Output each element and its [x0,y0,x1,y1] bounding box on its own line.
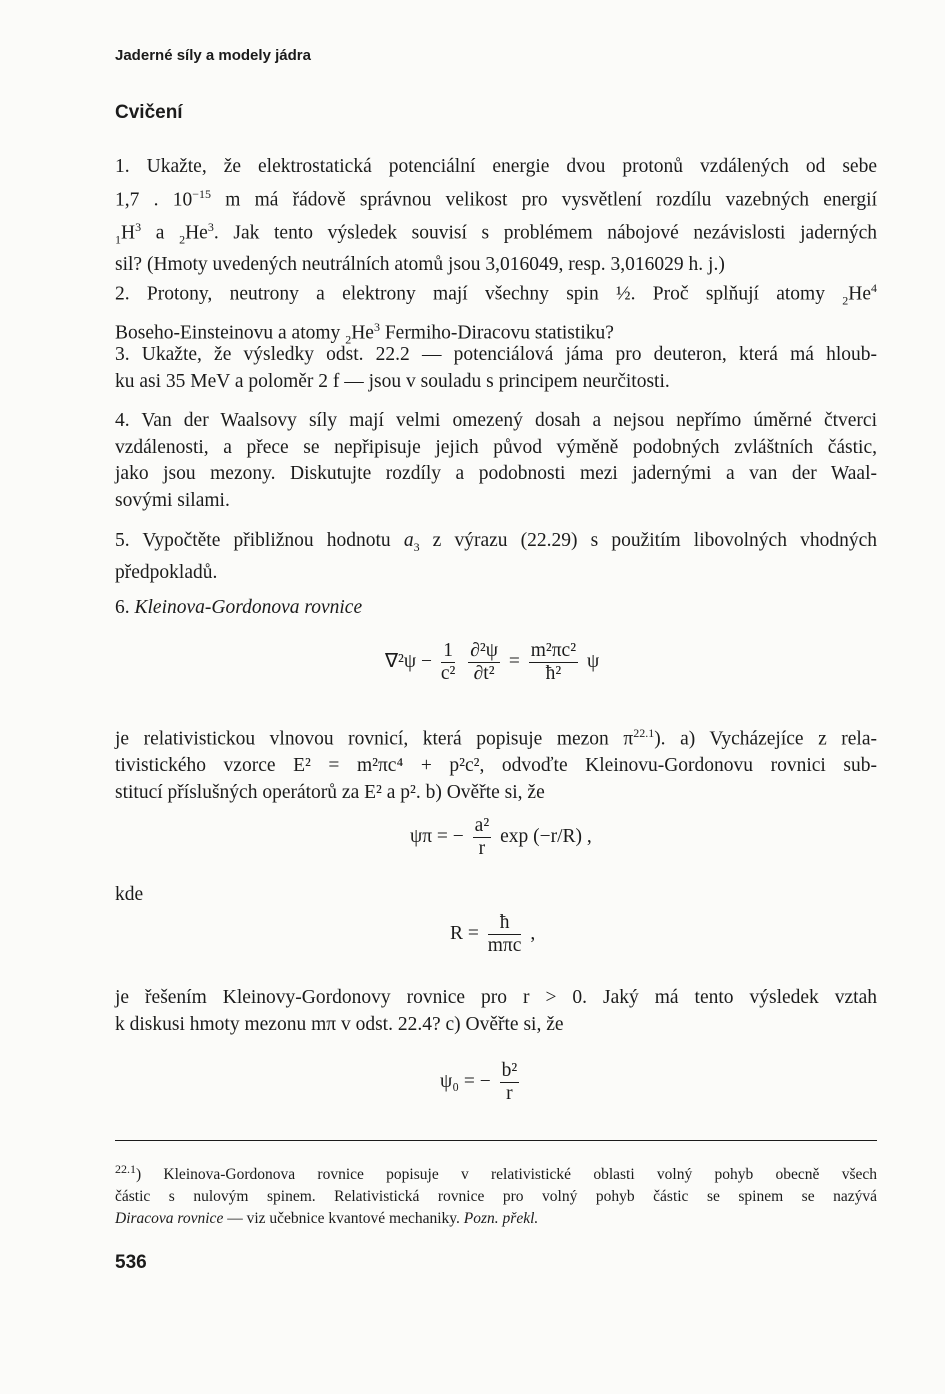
exercise-6-title: Kleinova-Gordonova rovnice [134,597,363,618]
exercise-1-line-2: 1,7 . $10^{-15}$ m má řádově správnou velikost pro vysvětlení rozdílu vazebných energií [115,186,877,210]
exercise-5 [115,528,877,587]
footnote-line-1: $^{22.1}$) Kleinova-Gordonova rovnice popisuje v relativistické oblasti volný pohyb obecně všech [115,1162,877,1184]
kde-label: kde [115,884,144,905]
exercise-1-line-4: sil? (Hmoty uvedených neutrálních atomů jsou 3,016049, resp. 3,016029 h. j.) [115,254,725,276]
exercise-3-line-2: ku asi 35 MeV a poloměr 2 f — jsou v souladu s principem neurčitosti. [115,370,670,392]
psi-pi-equation: ψπ = − $\frac{\text{a²}}{r}$ exp (−r/R) , [410,815,592,859]
exercise-6-paragraph-1 [115,720,877,806]
running-title: Jaderné síly a modely jádra [115,47,311,64]
exercise-2-line-1: 2. Protony, neutrony a elektrony mají všechny spin ½. Proč splňují atomy $_2He^4$ [115,281,877,308]
exercise-6-p2-line-2: k diskusi hmoty mezonu mπ v odst. 22.4? c) Ověřte si, že [115,1013,564,1035]
exercise-3-line-1: 3. Ukažte, že výsledky odst. 22.2 — potenciálová jáma pro deuteron, která má hloub- [115,344,877,365]
klein-gordon-equation: ∇²ψ − $\frac{1}{\text{c²}}$ $\frac{\text{∂²ψ}}{\text{∂t²}}$ = $\frac{\text{m²πc²}}{\text{ħ²}}$ ψ [385,640,600,684]
footnote-line-2: částic s nulovým spinem. Relativistická rovnice pro volný pohyb částic se spinem se nazývá [115,1188,877,1206]
exercise-6-heading: 6. Kleinova-Gordonova rovnice [115,597,363,618]
exercise-4 [115,408,877,514]
footnote [115,1158,877,1230]
exercise-4-line-4: sovými silami. [115,489,230,511]
exercise-5-line-2: předpokladů. [115,562,218,584]
exercise-1 [115,154,877,279]
exercise-4-line-3: jako jsou mezony. Diskutujte rozdíly a podobnosti mezi jadernými a van der Waal- [115,463,877,484]
exercise-5-line-1: 5. Vypočtěte přibližnou hodnotu $a_3$ z výrazu (22.29) s použitím libovolných vhodných [115,530,877,554]
exercise-6-p2-line-1: je řešením Kleinovy-Gordonovy rovnice pro r > 0. Jaký má tento výsledek vztah [115,987,877,1008]
exercise-6-p1-line-1: je relativistickou vlnovou rovnicí, která popisuje mezon $\pi^{22.1}$). a) Vycházejíce z rela- [115,726,877,750]
exercise-3 [115,342,877,395]
exercise-6-p1-line-3: stitucí příslušných operátorů za E² a p². b) Ověřte si, že [115,781,545,803]
exercise-6-paragraph-2 [115,985,877,1038]
exercise-4-line-2: vzdálenosti, a přece se nepřipisuje jejich původ výměně podobných zvláštních částic, [115,436,877,458]
exercise-2-line-2: Boseho-Einsteinovu a atomy $_2He^3$ Fermiho-Diracovu statistiku? [115,319,614,347]
page-number: 536 [115,1252,147,1273]
psi-zero-equation: ψ₀ = − $\frac{\text{b²}}{r}$ [440,1060,518,1104]
exercise-4-line-1: 4. Van der Waalsovy síly mají velmi omezený dosah a nejsou nepřímo úměrné čtverci [115,410,877,431]
footnote-line-3: Diracova rovnice — viz učebnice kvantové mechaniky. Pozn. překl. [115,1210,539,1228]
section-title: Cvičení [115,102,183,123]
exercise-6-p1-line-2: tivistického vzorce E² = m²πc⁴ + p²c², odvoďte Kleinovu-Gordonovu rovnici sub- [115,755,877,776]
exercise-1-line-3: $_1H^3$ a $_2He^3$. Jak tento výsledek souvisí s problémem nábojové nezávislosti jaderných [115,219,877,246]
exercise-1-line-1: 1. Ukažte, že elektrostatická potenciální energie dvou protonů vzdálených od sebe [115,156,877,177]
footnote-divider [115,1140,877,1141]
radius-equation: R = $\frac{ħ}{\text{mπc}}$ , [450,912,536,956]
